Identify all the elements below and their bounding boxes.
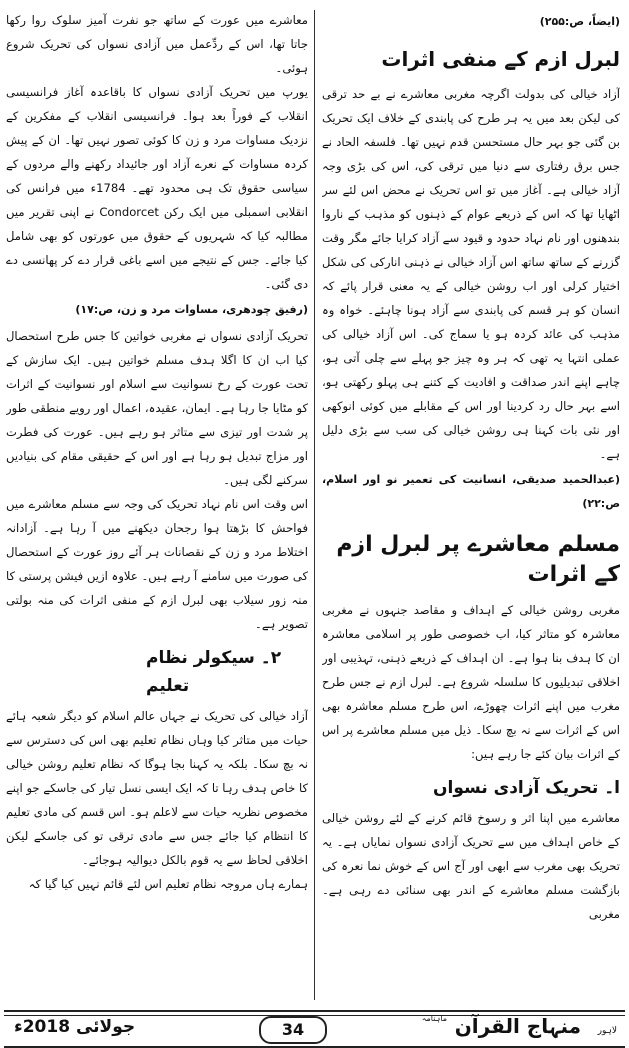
paragraph: آزاد خیالی کی بدولت اگرچہ مغربی معاشرے نے بے حد ترقی کی لیکن بعد میں یہ ہر طرح کی پابندی کے خلاف ایک تحریک بن گئی جو بہر حال مستحسن قدم نہیں تھا۔ فلسفہ الحاد نے جس برق رفتاری سے دنیا میں ترقی کی، اس کی بڑی وجہ آزاد خیالی ہے۔ آغاز میں تو اس تحریک نے محض اس لئے سر اٹھایا تھا کہ اس کے ذریعے عوام کے ذہنوں کو مذہب کے ناروا بندھنوں اور نام نہاد حدود و قیود سے آزاد کرایا جائے مگر وقت گزرنے کے ساتھ ساتھ اس آزاد خیالی نے ذہنی انارکی کی شکل اختیار کرلی اور اب روشن خیالی کے یہ معنی قرار پائے کہ انسان کو ہر قسم کی پابندی سے آزاد ہونا چاہئے۔ خواہ وہ مذہب کی عائد کردہ ہو یا سماج کی۔ اس آزاد خیالی کی عملی انتہا یہ تھی کہ ہر وہ چیز جو پہلے سے چلی آتی ہو، چاہے اپنے اندر صداقت و افادیت کے کتنے ہی پہلو رکھتی ہو، اسے بہر حال رد کردینا اور اس کے مقابلے میں کوئی انوکھی اور نئی بات کہنا ہی روشن خیالی کی سب سے بڑی دلیل ہے۔ <box>322 87 620 461</box>
paragraph: یورپ میں تحریک آزادی نسواں کا باقاعدہ آغاز فرانسیسی انقلاب کے فوراً بعد ہوا۔ فرانسیسی انقلاب کے مفکرین کے نزدیک مساوات مرد و زن کا کوئی تصور نہیں تھا۔ ان کے پیش کردہ مساوات کے نعرے آزاد اور جائیداد رکھنے والے مردوں کے سیاسی حقوق تک ہی محدود تھے۔ 1784ء میں فرانس کی انقلابی اسمبلی میں ایک رکن Condorcet نے اپنی تقریر میں مطالبہ کیا کہ شہریوں کے حقوق میں عورتوں کو بھی شامل کیا جائے۔ جس کے نتیجے میں اسے باغی قرار دے کر پھانسی دے دی گئی۔ <box>6 85 308 291</box>
magazine-title: منہاج القرآن <box>454 1014 581 1038</box>
column-divider <box>314 10 315 1000</box>
paragraph: اس وقت اس نام نہاد تحریک کی وجہ سے مسلم معاشرے میں فواحش کا بڑھتا ہوا رجحان دیکھنے میں آ رہا ہے۔ آزادانہ اختلاط مرد و زن کے نقصانات ہر آئے روز عورت کے استحصال کی صورت میں سامنے آ رہے ہیں۔ علاوہ ازیں فیشن پرستی کا منہ زور سیلاب بھی لبرل ازم کے منفی اثرات کی منہ بولتی تصویر ہے۔ <box>6 497 308 631</box>
paragraph: مغربی روشن خیالی کے اہداف و مقاصد جنہوں نے مغربی معاشرہ کو متاثر کیا، اب خصوصی طور پر اسلامی معاشرہ ان کا ہدف بنا ہوا ہے۔ ان اہداف کے ذریعے ذہنی، تہذیبی اور اخلاقی تبدیلیوں کا سلسلہ شروع ہے۔ لبرل ازم نے جس طرح مغرب میں اپنے اثرات چھوڑے، اس طرح مسلم معاشرہ بھی اس کے اثرات سے نہ بچ سکا۔ ذیل میں مسلم معاشرے پر اس کے اثرات بیان کئے جا رہے ہیں: <box>322 603 620 761</box>
heading-women-freedom: ا۔ تحریک آزادی نسواں <box>433 778 620 798</box>
right-column <box>322 8 620 1008</box>
reference-citation: (عبدالحمید صدیقی، انسانیت کی تعمیر نو اور اسلام، ص:۲۲) <box>322 473 620 510</box>
heading-muslim-society: مسلم معاشرے پر لبرل ازم کے اثرات <box>336 532 620 587</box>
page-number: 34 <box>259 1016 327 1044</box>
magazine-city: لاہور <box>597 1026 617 1036</box>
magazine-prefix: ماہنامہ <box>421 1014 447 1023</box>
paragraph: معاشرے میں اپنا اثر و رسوخ قائم کرنے کے لئے روشن خیالی کے خاص اہداف میں سے تحریک آزادی نسواں نمایاں ہے۔ یہ تحریک بھی مغرب سے ابھی اور آج اس کے خوش نما نعرہ کی بازگشت مسلم معاشرے کے اندر بھی سنائی دے رہی ہے۔ مغربی <box>322 811 620 921</box>
heading-secular-education: ۲۔ سیکولر نظام تعلیم <box>146 648 282 696</box>
issue-date: جولائی 2018ء <box>14 1017 136 1037</box>
paragraph: آزاد خیالی کی تحریک نے جہاں عالم اسلام کو دیگر شعبہ ہائے حیات میں متاثر کیا وہاں نظام تعلیم بھی اس کی دسترس سے نہ بچ سکا۔ بلکہ یہ کہنا بجا ہوگا کہ نظام تعلیم روشن خیالی کا خاص ہدف رہا تا کہ ایک ایسی نسل تیار کی جاسکے جو اپنے مخصوص نظریہ حیات سے لاعلم ہو۔ اس قسم کی مادی تعلیم کا انتظام کیا جائے جس سے مادی ترقی تو کی جاسکے لیکن اخلاقی لحاظ سے یہ قوم بالکل دیوالیہ ہوجائے۔ <box>6 709 308 867</box>
heading-liberalism-effects: لبرل ازم کے منفی اثرات <box>381 47 620 71</box>
reference-citation: (رفیق چودھری، مساوات مرد و زن، ص:۱۷) <box>75 303 308 316</box>
reference-citation: (ایضاً، ص:۲۵۵) <box>539 15 620 28</box>
paragraph: ہمارے ہاں مروجہ نظام تعلیم اس لئے قائم نہیں کیا گیا کہ <box>28 877 308 891</box>
paragraph: معاشرے میں عورت کے ساتھ جو نفرت آمیز سلوک روا رکھا جاتا تھا، اس کے ردِّعمل میں آزادی نسواں کی تحریک شروع ہوئی۔ <box>6 13 308 75</box>
left-column <box>6 8 308 1008</box>
page-footer <box>4 1010 625 1048</box>
paragraph: تحریک آزادی نسواں نے مغربی خواتین کا جس طرح استحصال کیا اب ان کا اگلا ہدف مسلم خواتین ہیں۔ ایک سازش کے تحت عورت کے رخ نسوانیت سے اسلام اور نسوانیت کے اثرات کو مٹایا جا رہا ہے۔ ایمان، عقیدہ، اعمال اور رویے منطقی طور پر شدت اور تیزی سے متاثر ہو رہے ہیں۔ عورت کی فطرت اور مزاج تبدیل ہو رہا ہے اور اس کے حقیقی مقام کی بنیادیں سرکنے لگی ہیں۔ <box>6 329 308 487</box>
